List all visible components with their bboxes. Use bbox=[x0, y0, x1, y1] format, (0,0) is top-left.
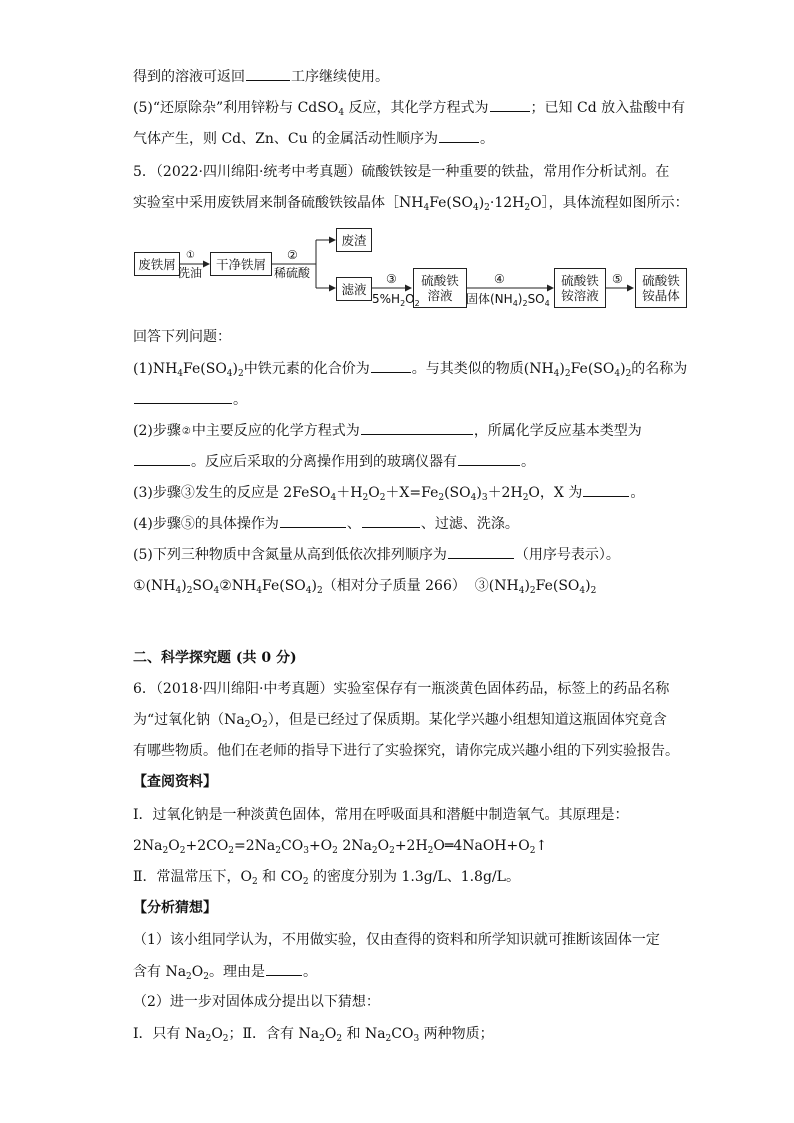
text: ) bbox=[585, 578, 591, 594]
subscript: 2 bbox=[625, 369, 632, 379]
text: +2H bbox=[394, 838, 428, 854]
step-number: ③ bbox=[386, 272, 397, 286]
subscript: 2 bbox=[400, 299, 406, 308]
text-line bbox=[133, 741, 679, 761]
text: 。 bbox=[303, 964, 317, 980]
text: 。 bbox=[521, 454, 535, 470]
text: 回答下列问题： bbox=[133, 329, 231, 345]
subquestion-3 bbox=[133, 482, 644, 503]
text: 、过滤、洗涤。 bbox=[420, 516, 519, 532]
subscript: 2 bbox=[590, 586, 597, 596]
step-2-ref: ② bbox=[181, 426, 191, 437]
subscript: 2 bbox=[332, 846, 338, 856]
box-clean-iron: 干净铁屑 bbox=[210, 252, 272, 276]
text: 气体产生，则 Cd、Zn、Cu 的金属活动性顺序为 bbox=[133, 131, 439, 147]
text: O bbox=[324, 1026, 337, 1042]
answer-blank bbox=[361, 420, 473, 435]
text: 【查阅资料】 bbox=[133, 774, 217, 790]
subquestion-5 bbox=[133, 544, 620, 565]
text: 【分析猜想】 bbox=[133, 900, 217, 916]
text: 的名称为 bbox=[631, 361, 688, 377]
subscript: 2 bbox=[186, 972, 192, 982]
text: 二、科学探究题 (共 0 分) bbox=[133, 650, 297, 666]
text: SO bbox=[192, 578, 214, 594]
option-2-marker: ② bbox=[219, 578, 232, 594]
process-flowchart bbox=[130, 222, 690, 314]
box-ammonium-ferric-sulfate-crystal bbox=[635, 268, 687, 308]
text: +2CO bbox=[185, 838, 229, 854]
text: 的密度分别为 1.3g/L、1.8g/L。 bbox=[308, 869, 520, 885]
subscript: 2 bbox=[238, 369, 244, 379]
text: ) bbox=[311, 578, 317, 594]
subscript: 2 bbox=[162, 846, 169, 856]
text: Ⅰ．只有 Na bbox=[133, 1026, 206, 1042]
text-line bbox=[133, 930, 660, 950]
text: 得到的溶液可返回 bbox=[133, 69, 245, 85]
subscript: 4 bbox=[472, 203, 479, 213]
subquestion-4 bbox=[133, 513, 519, 534]
subscript: 3 bbox=[303, 846, 309, 856]
text: CO bbox=[391, 1026, 414, 1042]
option-1-marker: ① bbox=[133, 578, 146, 594]
text: (3)步骤 bbox=[133, 485, 181, 501]
text: O bbox=[168, 838, 180, 854]
text-line bbox=[133, 805, 629, 825]
text: NH bbox=[231, 578, 257, 594]
box-ammonium-ferric-sulfate-solution bbox=[554, 268, 606, 308]
step-number: ⑤ bbox=[612, 272, 623, 286]
subquestion-2 bbox=[133, 420, 642, 441]
subquestion-1 bbox=[133, 358, 687, 379]
subscript: 4 bbox=[614, 369, 621, 379]
text: 。与其类似的物质(NH bbox=[411, 361, 554, 377]
text: （1）该小组同学认为，不用做实验，仅由查得的资料和所学知识就可推断该固体一定 bbox=[133, 932, 660, 948]
section-title bbox=[133, 648, 297, 668]
subscript: 2 bbox=[319, 1034, 325, 1044]
subscript: 2 bbox=[427, 846, 434, 856]
box-ferric-sulfate-solution bbox=[413, 268, 467, 308]
text: Fe(SO bbox=[429, 195, 473, 211]
subscript: 2 bbox=[385, 1034, 392, 1044]
text-line bbox=[133, 128, 494, 149]
text: (SO bbox=[444, 485, 471, 501]
subscript: 2 bbox=[389, 846, 395, 856]
box-text: 硫酸铁 bbox=[421, 273, 459, 288]
text: Fe(SO bbox=[570, 361, 615, 377]
answer-blank bbox=[134, 451, 190, 466]
text: ＋H bbox=[336, 485, 363, 501]
text: 的具体操作为 bbox=[194, 516, 279, 532]
subscript: 2 bbox=[564, 369, 571, 379]
step-5-ref: ⑤ bbox=[180, 516, 195, 532]
subscript: 4 bbox=[213, 586, 220, 596]
text: O═4NaOH+O bbox=[433, 838, 530, 854]
subscript: 2 bbox=[336, 1034, 343, 1044]
text: +O bbox=[308, 838, 333, 854]
text: ·12H bbox=[489, 195, 525, 211]
step-5-label bbox=[612, 272, 623, 286]
text: CO bbox=[281, 838, 304, 854]
step-number: ② bbox=[287, 248, 298, 262]
box-residue: 废渣 bbox=[336, 228, 372, 252]
text: 。理由是 bbox=[209, 964, 265, 980]
step-2-label bbox=[287, 248, 298, 262]
subscript: 2 bbox=[529, 846, 536, 856]
text: (5)“还原除杂”利用锌粉与 CdSO bbox=[133, 100, 339, 116]
subscript: 4 bbox=[423, 203, 430, 213]
text-line bbox=[133, 327, 231, 347]
subscript: 2 bbox=[186, 586, 193, 596]
text: 实验室中采用废铁屑来制备硫酸铁铵晶体［NH bbox=[133, 195, 424, 211]
answer-blank bbox=[246, 66, 290, 81]
text: （相对分子质量 266） bbox=[322, 578, 466, 594]
text: ) bbox=[476, 485, 482, 501]
text: O bbox=[405, 292, 415, 306]
answer-blank bbox=[362, 513, 420, 528]
box-filtrate: 滤液 bbox=[336, 277, 372, 301]
answer-blank bbox=[439, 128, 479, 143]
text: Ⅰ．过氧化钠是一种淡黄色固体，常用在呼吸面具和潜艇中制造氧气。其原理是： bbox=[133, 807, 629, 823]
subscript: 2 bbox=[371, 846, 378, 856]
text: O bbox=[191, 964, 204, 980]
section-heading bbox=[133, 772, 217, 792]
answer-blank bbox=[583, 482, 629, 497]
text: 5．（2022·四川绵阳·统考中考真题）硫酸铁铵是一种重要的铁盐，常用作分析试剂。在 bbox=[133, 164, 670, 180]
subscript: 2 bbox=[484, 203, 490, 213]
text: 和 Na bbox=[342, 1026, 386, 1042]
text: (5)下列三种物质中含氮量从高到低依次排列顺序为 bbox=[133, 547, 447, 563]
subscript: 2 bbox=[228, 846, 235, 856]
option-3-marker: ③ bbox=[474, 578, 489, 594]
text: ，所属化学反应基本类型为 bbox=[473, 423, 642, 439]
subscript: 2 bbox=[275, 846, 281, 856]
text: 固体(NH bbox=[466, 292, 513, 306]
subscript: 2 bbox=[362, 493, 369, 503]
text: Fe(SO bbox=[535, 578, 580, 594]
subscript: 2 bbox=[522, 299, 528, 308]
text: 5%H bbox=[372, 292, 401, 306]
text-line bbox=[133, 66, 389, 87]
subscript: 4 bbox=[305, 586, 312, 596]
subscript: 4 bbox=[518, 586, 525, 596]
text: 中主要反应的化学方程式为 bbox=[191, 423, 360, 439]
answer-blank bbox=[490, 97, 530, 112]
text: ），但是已经过了保质期。某化学兴趣小组想知道这瓶固体究竟含 bbox=[267, 712, 667, 728]
text-line bbox=[133, 389, 247, 410]
subscript: 2 bbox=[379, 493, 386, 503]
text: (1)NH bbox=[133, 361, 178, 377]
text-line bbox=[133, 97, 685, 118]
text: O bbox=[211, 1026, 223, 1042]
question-6-header bbox=[133, 679, 669, 699]
subscript: 2 bbox=[522, 493, 529, 503]
text: （用序号表示）。 bbox=[514, 547, 620, 563]
text: ) bbox=[559, 361, 565, 377]
text: 为“过氧化钠（Na bbox=[133, 712, 245, 728]
text: ) bbox=[181, 578, 187, 594]
label-solid-ammonium-sulfate bbox=[466, 292, 550, 306]
text: O，X 为 bbox=[528, 485, 583, 501]
subscript: 3 bbox=[413, 1034, 420, 1044]
text-line bbox=[133, 193, 689, 213]
answer-blank bbox=[458, 451, 520, 466]
subscript: 2 bbox=[203, 972, 209, 982]
box-text: 溶液 bbox=[427, 288, 453, 303]
text-line bbox=[133, 710, 667, 730]
text: 。 bbox=[233, 392, 247, 408]
text: ) bbox=[620, 361, 626, 377]
step-3-ref: ③ bbox=[180, 485, 195, 501]
text: O bbox=[368, 485, 380, 501]
text: (2)步骤 bbox=[133, 423, 181, 439]
box-text: 铵晶体 bbox=[642, 288, 680, 303]
text: ；已知 Cd 放入盐酸中有 bbox=[530, 100, 686, 116]
label-dilute-acid: 稀硫酸 bbox=[274, 266, 311, 280]
text: 。 bbox=[480, 131, 495, 147]
text: Fe(SO bbox=[262, 578, 306, 594]
subscript: 4 bbox=[512, 299, 518, 308]
subscript: 2 bbox=[414, 299, 420, 308]
text: ＋2H bbox=[487, 485, 523, 501]
text: 两种物质； bbox=[419, 1026, 494, 1042]
subscript: 2 bbox=[302, 877, 309, 887]
subscript: 2 bbox=[438, 493, 445, 503]
answer-blank bbox=[134, 389, 232, 404]
subscript: 2 bbox=[529, 586, 536, 596]
text: (NH bbox=[145, 578, 176, 594]
text: 含有 Na bbox=[133, 964, 187, 980]
text: O］，具体流程如图所示： bbox=[530, 195, 689, 211]
box-text: 硫酸铁 bbox=[642, 273, 680, 288]
text-line bbox=[133, 867, 520, 887]
subscript: 4 bbox=[544, 299, 550, 308]
step-4-label bbox=[494, 272, 505, 286]
subscript: 4 bbox=[226, 369, 233, 379]
text: SO bbox=[527, 292, 545, 306]
text: (NH bbox=[488, 578, 519, 594]
text: 2Na bbox=[337, 838, 372, 854]
text: 。 bbox=[630, 485, 645, 501]
answer-blank bbox=[266, 961, 302, 976]
subscript: 4 bbox=[256, 586, 262, 596]
subscript: 4 bbox=[553, 369, 560, 379]
text: O bbox=[377, 838, 390, 854]
step-number: ① bbox=[186, 250, 195, 261]
options-line bbox=[133, 576, 596, 596]
text: ＋X=Fe bbox=[385, 485, 439, 501]
text: 发生的反应是 2FeSO bbox=[194, 485, 331, 501]
text: ) bbox=[478, 195, 485, 211]
subscript: 2 bbox=[179, 846, 186, 856]
text-line bbox=[133, 451, 535, 472]
subscript: 2 bbox=[244, 720, 251, 730]
text: 反应，其化学方程式为 bbox=[344, 100, 489, 116]
text: ) bbox=[524, 578, 530, 594]
label-wash-oil: 洗油 bbox=[178, 266, 203, 280]
label-h2o2 bbox=[372, 292, 420, 306]
subscript: 2 bbox=[252, 877, 258, 887]
text: ↑ bbox=[535, 838, 548, 854]
answer-blank bbox=[280, 513, 346, 528]
step-3-label bbox=[386, 272, 397, 286]
text-line bbox=[133, 1024, 494, 1044]
subscript: 4 bbox=[177, 369, 184, 379]
text: 、 bbox=[346, 516, 361, 532]
text: ) bbox=[517, 292, 523, 306]
box-scrap-iron: 废铁屑 bbox=[134, 252, 180, 276]
text: ) bbox=[232, 361, 238, 377]
subscript: 2 bbox=[316, 586, 323, 596]
subscript: 2 bbox=[261, 720, 268, 730]
text: 中铁元素的化合价为 bbox=[243, 361, 370, 377]
subscript: 4 bbox=[579, 586, 586, 596]
text: O bbox=[250, 712, 262, 728]
text: （2）进一步对固体成分提出以下猜想： bbox=[133, 994, 380, 1010]
answer-blank bbox=[371, 358, 411, 373]
text: 2Na bbox=[133, 838, 163, 854]
subscript: 4 bbox=[338, 108, 345, 118]
step-number: ④ bbox=[494, 272, 505, 286]
box-text: 铵溶液 bbox=[561, 288, 599, 303]
text: Fe(SO bbox=[183, 361, 227, 377]
subscript: 2 bbox=[524, 203, 531, 213]
text: ；Ⅱ．含有 Na bbox=[228, 1026, 320, 1042]
text: (4)步骤 bbox=[133, 516, 181, 532]
text: 有哪些物质。他们在老师的指导下进行了实验探究，请你完成兴趣小组的下列实验报告。 bbox=[133, 743, 679, 759]
text-line bbox=[133, 961, 317, 982]
subscript: 2 bbox=[205, 1034, 212, 1044]
subscript: 4 bbox=[175, 586, 182, 596]
text: 和 CO bbox=[257, 869, 303, 885]
answer-blank bbox=[448, 544, 514, 559]
text-line bbox=[133, 992, 380, 1012]
section-heading bbox=[133, 898, 217, 918]
text: Ⅱ．常温常压下，O bbox=[133, 869, 252, 885]
text: 工序继续使用。 bbox=[291, 69, 389, 85]
question-5-header bbox=[133, 162, 669, 182]
subscript: 4 bbox=[330, 493, 337, 503]
box-text: 硫酸铁 bbox=[561, 273, 599, 288]
text: =2Na bbox=[234, 838, 276, 854]
step-1-label bbox=[185, 248, 196, 262]
equation-line bbox=[133, 836, 547, 856]
text: 。反应后采取的分离操作用到的玻璃仪器有 bbox=[191, 454, 457, 470]
subscript: 3 bbox=[481, 493, 488, 503]
subscript: 4 bbox=[470, 493, 477, 503]
text: 6．（2018·四川绵阳·中考真题）实验室保存有一瓶淡黄色固体药品，标签上的药品名称 bbox=[133, 681, 670, 697]
subscript: 2 bbox=[222, 1034, 229, 1044]
